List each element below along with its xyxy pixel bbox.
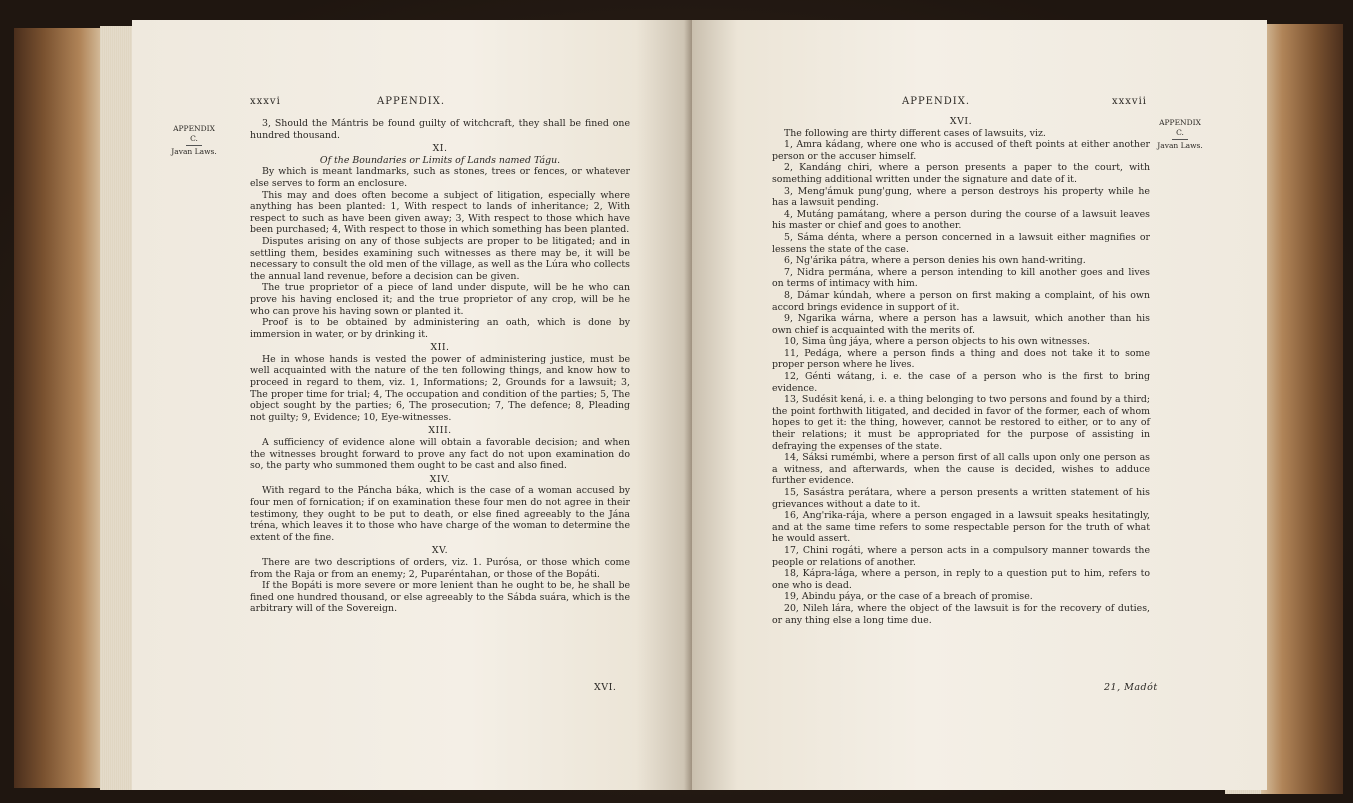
section-number: XVI. xyxy=(949,116,973,127)
left-text-column xyxy=(250,118,630,615)
paragraph: 11, Pedága, where a person finds a thing and does not take it to some proper person where he lives. xyxy=(772,347,1150,371)
paragraph: 5, Sáma dénta, where a person concerned in a lawsuit either magnifies or lessens the state of the case. xyxy=(772,231,1150,255)
paragraph: 3, Meng'ámuk pung'gung, where a person destroys his property while he has a lawsuit pending. xyxy=(772,185,1150,209)
paragraph: 9, Ngarika wárna, where a person has a lawsuit, which another than his own chief is acquainted with the merits of. xyxy=(772,313,1150,336)
paragraph: 2, Kandáng chiri, where a person presents a paper to the court, with something additional written under the signature and date of it. xyxy=(772,162,1150,185)
margin-rule xyxy=(186,145,202,146)
paragraph: 1, Amra kádang, where one who is accused of theft points at either another person or the accuser himself. xyxy=(772,139,1150,162)
left-running-head: APPENDIX. xyxy=(377,96,445,107)
section-number: XII. xyxy=(430,342,450,354)
right-catchword: 21, Madót xyxy=(1104,682,1158,693)
right-page-number: xxxvii xyxy=(1112,96,1147,107)
paragraph: A sufficiency of evidence alone will obtain a favorable decision; and when the witnesses brought forward to prove any fact do not upon examination do so, the party who summoned them ought to be cast and also fined. xyxy=(250,437,630,472)
paragraph: With regard to the Páncha báka, which is the case of a woman accused by four men of fornication; if on examination these four men do not agree in their testimony, they ought to be put to death, or else fined agreeably to the Jána tréna, which leaves it to those who have charge of the woman to determine the extent of the fine. xyxy=(250,485,630,543)
paragraph: There are two descriptions of orders, viz. 1. Purósa, or those which come from the Raja or from an enemy; 2, Puparéntahan, or those of the Bopáti. xyxy=(250,556,630,580)
right-text-column xyxy=(772,114,1150,626)
paragraph: 16, Ang'rika-rája, where a person engaged in a lawsuit speaks hesitatingly, and at the same time refers to some respectable person for the truth of what he would assert. xyxy=(772,510,1150,545)
paragraph: 7, Nidra permána, where a person intending to kill another goes and lives on terms of intimacy with him. xyxy=(772,266,1150,290)
margin-appendix: APPENDIX xyxy=(173,124,215,133)
section-number: XIII. xyxy=(428,425,452,437)
right-page xyxy=(692,20,1267,790)
paragraph: 8, Dámar kúndah, where a person on first making a complaint, of his own accord brings evidence in support of it. xyxy=(772,289,1150,313)
right-running-head: APPENDIX. xyxy=(902,96,970,107)
margin-section: C. xyxy=(190,134,198,143)
left-margin-note xyxy=(170,124,218,157)
paragraph: 4, Mutáng památang, where a person during the course of a lawsuit leaves his master or chief and goes to another. xyxy=(772,208,1150,232)
paragraph: This may and does often become a subject of litigation, especially where anything has been planted: 1, With respect to lands of inheritance; 2, With respect to such as have been given away; 3, With respect to those which have been purchased; 4, With respect to those in which something has been planted. xyxy=(250,189,630,236)
margin-subject: Javan Laws. xyxy=(1157,141,1203,150)
paragraph: 15, Sasástra perátara, where a person presents a written statement of his grievances without a date to it. xyxy=(772,487,1150,510)
section-subtitle: Of the Boundaries or Limits of Lands named Tágu. xyxy=(319,154,561,166)
paragraph: By which is meant landmarks, such as stones, trees or fences, or whatever else serves to form an enclosure. xyxy=(250,166,630,189)
paragraph: The true proprietor of a piece of land under dispute, will be he who can prove his having enclosed it; and the true proprietor of any crop, will be he who can prove his having sown or planted it. xyxy=(250,282,630,317)
paragraph: Disputes arising on any of those subjects are proper to be litigated; and in settling them, besides examining such witnesses as there may be, it will be necessary to consult the old men of the village, as well as the Lúra who collects the annual land revenue, before a decision can be given. xyxy=(250,235,630,282)
left-page xyxy=(132,20,692,790)
right-margin-note xyxy=(1156,118,1204,151)
section-number: XI. xyxy=(432,143,448,155)
margin-appendix: APPENDIX xyxy=(1159,118,1201,127)
paragraph: 19, Abindu páya, or the case of a breach of promise. xyxy=(784,591,1033,603)
paragraph: 14, Sáksi rumémbi, where a person first of all calls upon only one person as a witness, and afterwards, when the cause is decided, wishes to adduce further evidence. xyxy=(772,452,1150,487)
margin-section: C. xyxy=(1176,128,1184,137)
paragraph: 18, Kápra-lága, where a person, in reply to a question put to him, refers to one who is dead. xyxy=(772,568,1150,591)
paragraph: He in whose hands is vested the power of administering justice, must be well acquainted with the nature of the ten following things, and know how to proceed in regard to them, viz. 1, Informations; 2, Grounds for a lawsuit; 3, The proper time for trial; 4, The occupation and condition of the parties; 5, The object sought by the parties; 6, The prosecution; 7, The defence; 8, Pleading not guilty; 9, Evidence; 10, Eye-witnesses. xyxy=(250,353,630,423)
paragraph: 20, Nileh lára, where the object of the lawsuit is for the recovery of duties, or any thing else a long time due. xyxy=(772,602,1150,626)
paragraph: The following are thirty different cases of lawsuits, viz. xyxy=(784,127,1046,139)
paragraph: 13, Sudésit kená, i. e. a thing belonging to two persons and found by a third; the point forthwith litigated, and decided in favor of the former, each of whom hopes to get it: the thing, however, cannot be restored to either, or to any of their relations; it must be appropriated for the purpose of assisting in defraying the expenses of the state. xyxy=(772,394,1150,452)
paragraph: 6, Ng'árika pátra, where a person denies his own hand-writing. xyxy=(784,255,1086,267)
section-number: XV. xyxy=(431,545,449,557)
paragraph: Proof is to be obtained by administering an oath, which is done by immersion in water, or by drinking it. xyxy=(250,317,630,340)
margin-rule xyxy=(1172,139,1188,140)
left-catchword: XVI. xyxy=(594,682,617,693)
paragraph: 17, Chini rogáti, where a person acts in a compulsory manner towards the people or relations of another. xyxy=(772,544,1150,568)
paragraph: If the Bopáti is more severe or more lenient than he ought to be, he shall be fined one hundred thousand, or else agreeably to the Sábda suára, which is the arbitrary will of the Sovereign. xyxy=(250,580,630,615)
paragraph: 12, Génti wátang, i. e. the case of a person who is the first to bring evidence. xyxy=(772,371,1150,394)
left-page-number: xxxvi xyxy=(250,96,281,107)
paragraph: 3, Should the Mántris be found guilty of witchcraft, they shall be fined one hundred thousand. xyxy=(250,118,630,141)
paragraph: 10, Sima ûng jáya, where a person objects to his own witnesses. xyxy=(784,336,1091,348)
section-number: XIV. xyxy=(429,473,451,485)
margin-subject: Javan Laws. xyxy=(171,147,217,156)
